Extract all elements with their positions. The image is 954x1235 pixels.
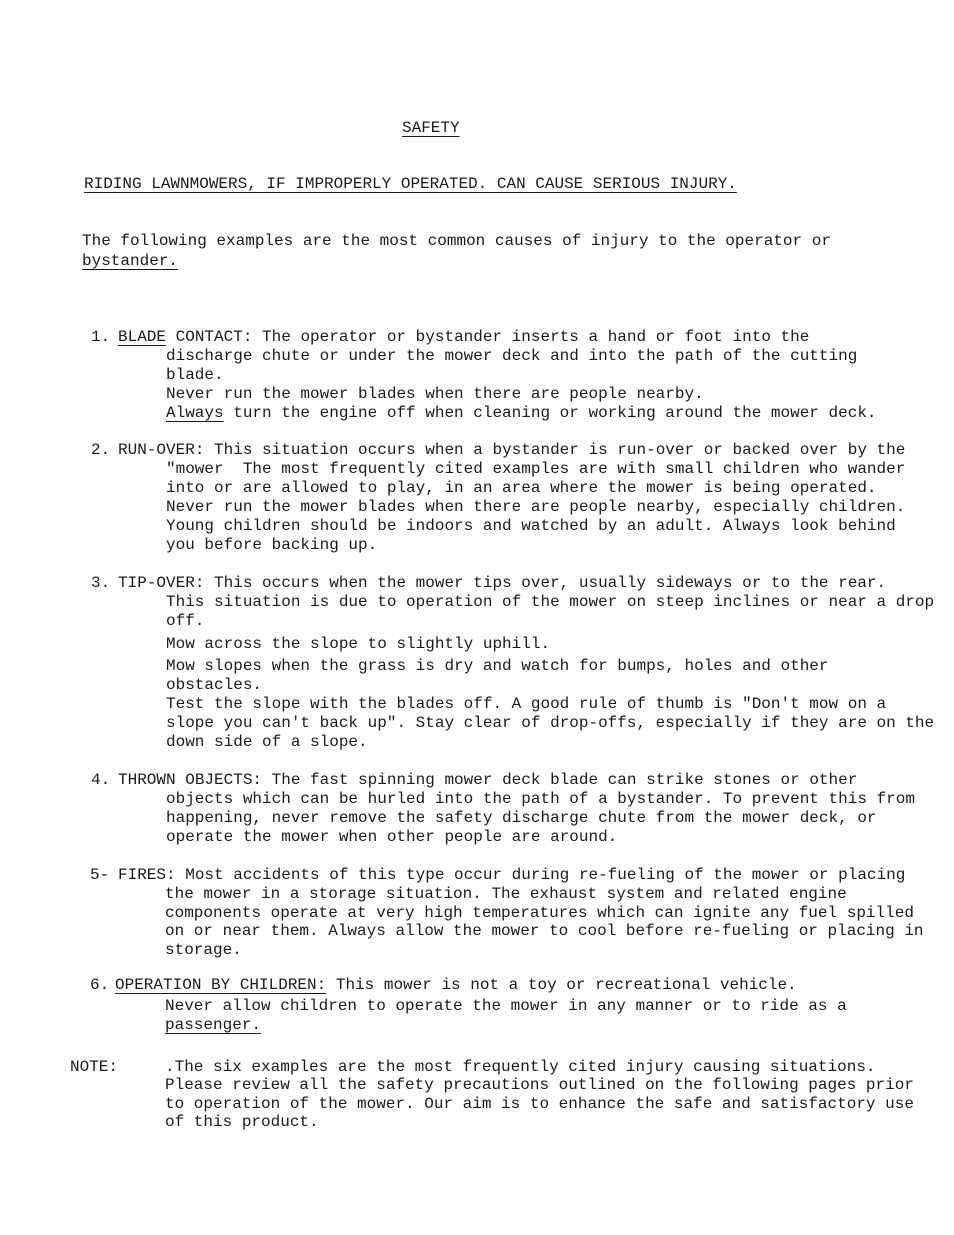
item-heading-underlined: OPERATION BY CHILDREN: — [115, 976, 327, 994]
item-line: happening, never remove the safety discharge chute from the mower deck, or — [166, 809, 877, 827]
note-line: of this product. — [165, 1113, 319, 1131]
note-line: .The six examples are the most frequently cited injury causing situations. — [165, 1058, 876, 1076]
item-line: Young children should be indoors and watched by an adult. Always look behind — [166, 517, 896, 535]
item-number: 5- — [90, 866, 110, 884]
item-line: operate the mower when other people are around. — [166, 828, 618, 846]
item-line: objects which can be hurled into the path of a bystander. To prevent this from — [166, 790, 915, 808]
item-heading — [115, 976, 797, 995]
item-line: into or are allowed to play, in an area where the mower is being operated. — [166, 479, 877, 497]
item-number: 3. — [91, 574, 111, 592]
item-line: Never allow children to operate the mower in any manner or to ride as a — [165, 997, 847, 1015]
item-heading: FIRES: Most accidents of this type occur during re-fueling of the mower or placing — [118, 866, 906, 884]
item-line: discharge chute or under the mower deck and into the path of the cutting — [166, 347, 858, 365]
item-line: storage. — [165, 941, 242, 959]
item-line: off. — [166, 612, 205, 630]
item-line: components operate at very high temperatures which can ignite any fuel spilled — [165, 904, 914, 922]
item-number: 1. — [91, 328, 111, 346]
item-heading-rest: CONTACT: The operator or bystander inserts a hand or foot into the — [166, 328, 810, 346]
item-heading: THROWN OBJECTS: The fast spinning mower deck blade can strike stones or other — [118, 771, 858, 789]
item-line-underlined: Always — [166, 404, 224, 422]
item-number: 4. — [91, 771, 111, 789]
item-line: obstacles. — [166, 676, 263, 694]
item-line: Mow slopes when the grass is dry and watch for bumps, holes and other — [166, 657, 829, 675]
item-line-underlined: passenger. — [165, 1016, 262, 1034]
item-line: on or near them. Always allow the mower to cool before re-fueling or placing in — [165, 922, 924, 940]
item-line-rest: turn the engine off when cleaning or working around the mower deck. — [223, 404, 877, 422]
note-line: Please review all the safety precautions outlined on the following pages prior — [165, 1076, 914, 1094]
item-line: blade. — [166, 366, 224, 384]
intro-line-1: The following examples are the most common causes of injury to the operator or — [82, 232, 831, 250]
item-line: you before backing up. — [166, 536, 378, 554]
item-number: 6. — [90, 976, 110, 994]
page-title: SAFETY — [402, 119, 460, 137]
item-line — [166, 404, 877, 423]
item-line: Test the slope with the blades off. A good rule of thumb is "Don't mow on a — [166, 695, 887, 713]
item-heading-underlined: BLADE — [118, 328, 167, 346]
item-line: down side of a slope. — [166, 733, 368, 751]
item-line: This situation is due to operation of the mower on steep inclines or near a drop — [166, 593, 935, 611]
item-line: the mower in a storage situation. The exhaust system and related engine — [165, 885, 847, 903]
item-line: slope you can't back up". Stay clear of drop-offs, especially if they are on the — [166, 714, 935, 732]
item-line: Never run the mower blades when there are people nearby, especially children. — [166, 498, 906, 516]
warning-heading: RIDING LAWNMOWERS, IF IMPROPERLY OPERATED. CAN CAUSE SERIOUS INJURY. — [84, 175, 737, 193]
item-heading — [118, 328, 809, 347]
item-line: Never run the mower blades when there are people nearby. — [166, 385, 704, 403]
item-line: Mow across the slope to slightly uphill. — [166, 635, 551, 653]
item-heading: TIP-OVER: This occurs when the mower tips over, usually sideways or to the rear. — [118, 574, 887, 592]
item-heading: RUN-OVER: This situation occurs when a bystander is run-over or backed over by the — [118, 441, 906, 459]
item-heading-rest: This mower is not a toy or recreational vehicle. — [326, 976, 797, 994]
item-number: 2. — [91, 441, 111, 459]
item-line: "mower The most frequently cited examples are with small children who wander — [166, 460, 906, 478]
note-line: to operation of the mower. Our aim is to enhance the safe and satisfactory use — [165, 1095, 914, 1113]
note-label: NOTE: — [70, 1058, 119, 1076]
intro-line-2: bystander. — [82, 252, 179, 270]
